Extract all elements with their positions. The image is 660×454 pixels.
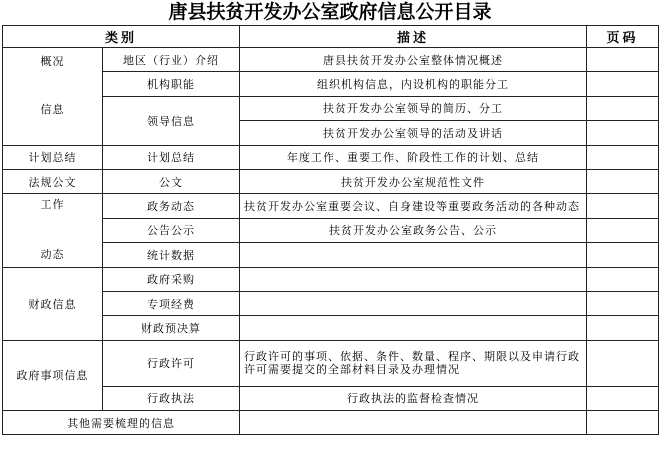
description-cell: 年度工作、重要工作、阶段性工作的计划、总结	[240, 145, 587, 169]
group-work-line2: 动态	[40, 248, 65, 262]
description-cell: 组织机构信息，内设机构的职能分工	[240, 72, 587, 96]
page-cell	[587, 145, 659, 169]
page-title: 唐县扶贫开发办公室政府信息公开目录	[168, 1, 492, 23]
page-cell	[587, 218, 659, 242]
page-cell	[587, 267, 659, 291]
page-cell	[587, 291, 659, 315]
sub-category: 公告公示	[103, 218, 240, 242]
group-finance: 财政信息	[3, 267, 103, 340]
table-row	[3, 169, 659, 193]
sub-category: 政务动态	[103, 194, 240, 218]
table-row	[3, 194, 659, 218]
group-other: 其他需要梳理的信息	[3, 411, 240, 435]
group-law: 法规公文	[3, 169, 103, 193]
page-cell	[587, 386, 659, 410]
sub-category: 机构职能	[103, 72, 240, 96]
description-cell: 扶贫开发办公室领导的活动及讲话	[240, 121, 587, 145]
header-category: 类别	[3, 26, 240, 48]
table-row	[3, 267, 659, 291]
sub-category: 统计数据	[103, 243, 240, 267]
group-overview-line1: 概况	[40, 55, 65, 68]
description-cell	[240, 267, 587, 291]
description-cell: 唐县扶贫开发办公室整体情况概述	[240, 48, 587, 72]
description-cell: 扶贫开发办公室领导的简历、分工	[240, 96, 587, 120]
table-header-row	[3, 26, 659, 48]
header-description: 描述	[240, 26, 587, 48]
table-row	[3, 145, 659, 169]
sub-category: 财政预决算	[103, 316, 240, 340]
page-cell	[587, 121, 659, 145]
header-page: 页码	[587, 26, 659, 48]
page-cell	[587, 194, 659, 218]
description-cell	[240, 243, 587, 267]
page-cell	[587, 316, 659, 340]
sub-category: 地区（行业）介绍	[103, 48, 240, 72]
group-plan: 计划总结	[3, 145, 103, 169]
page-cell	[587, 169, 659, 193]
group-overview	[3, 48, 103, 146]
description-cell: 行政执法的监督检查情况	[240, 386, 587, 410]
description-cell: 扶贫开发办公室重要会议、自身建设等重要政务活动的各种动态	[240, 194, 587, 218]
description-cell: 行政许可的事项、依据、条件、数量、程序、期限以及申请行政许可需要提交的全部材料目录及办理情况	[240, 340, 587, 386]
catalog-table	[2, 25, 659, 435]
description-cell	[240, 411, 587, 435]
table-row	[3, 48, 659, 72]
sub-category: 领导信息	[103, 96, 240, 145]
table-row	[3, 411, 659, 435]
page-cell	[587, 243, 659, 267]
group-work-line1: 工作	[40, 198, 65, 212]
group-overview-line2: 信息	[40, 103, 65, 116]
description-cell	[240, 291, 587, 315]
description-cell: 扶贫开发办公室政务公告、公示	[240, 218, 587, 242]
sub-category: 计划总结	[103, 145, 240, 169]
page-cell	[587, 72, 659, 96]
page-cell	[587, 411, 659, 435]
page-cell	[587, 48, 659, 72]
sub-category: 专项经费	[103, 291, 240, 315]
page-cell	[587, 340, 659, 386]
table-row	[3, 340, 659, 386]
description-cell: 扶贫开发办公室规范性文件	[240, 169, 587, 193]
description-cell	[240, 316, 587, 340]
page-cell	[587, 96, 659, 120]
group-work	[3, 194, 103, 267]
sub-category: 公文	[103, 169, 240, 193]
sub-category: 行政执法	[103, 386, 240, 410]
group-admin: 政府事项信息	[3, 340, 103, 410]
sub-category: 政府采购	[103, 267, 240, 291]
sub-category: 行政许可	[103, 340, 240, 386]
